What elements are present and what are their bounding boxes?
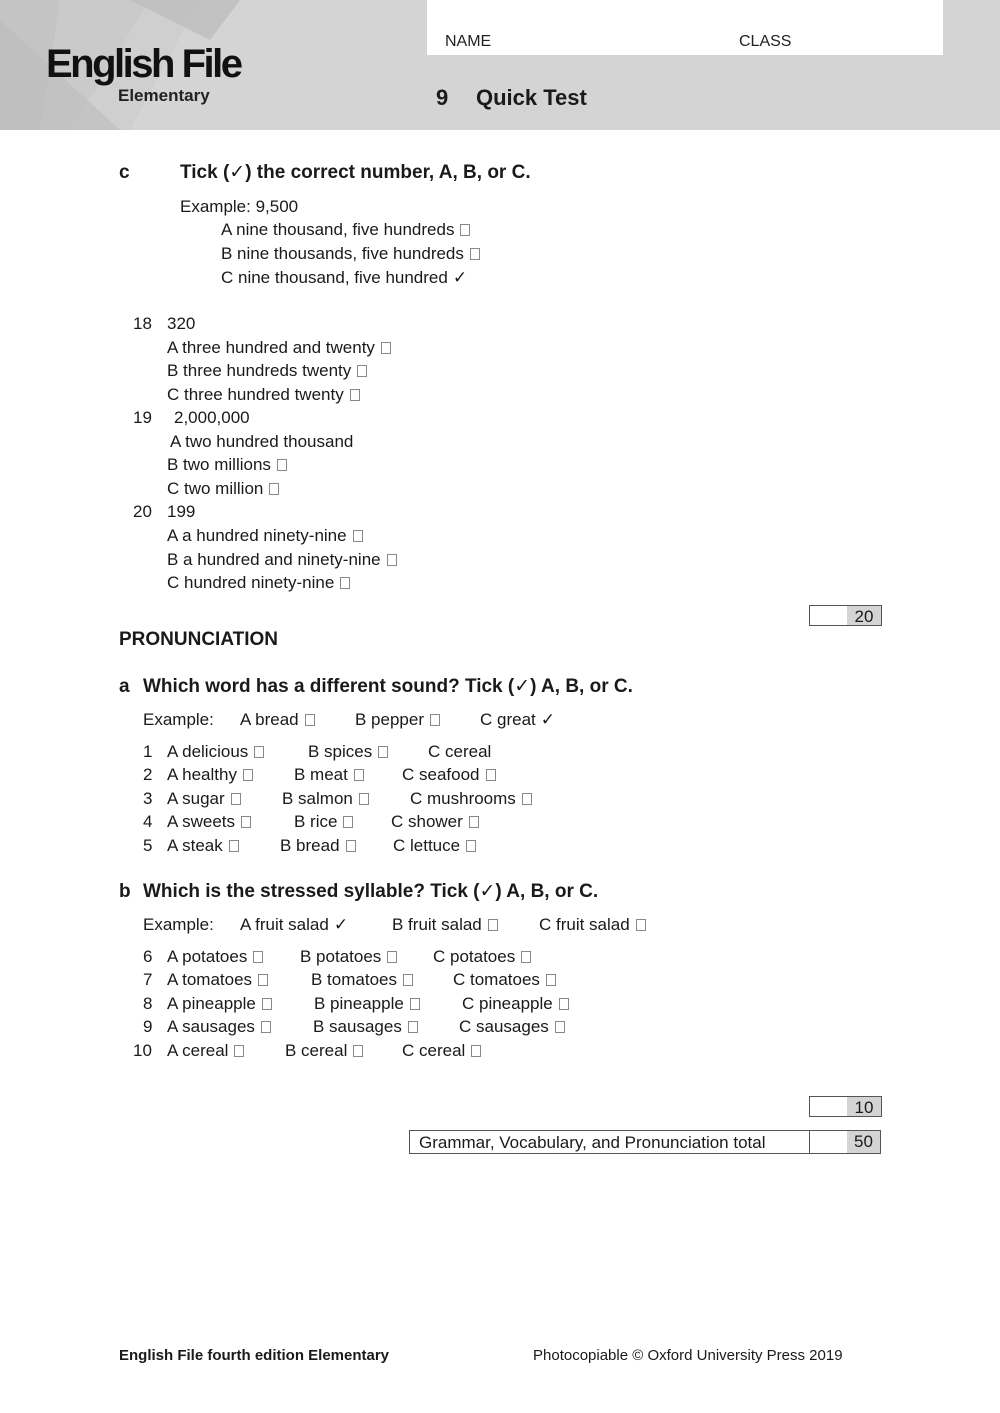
option: B bread xyxy=(280,836,356,856)
option: C tomatoes xyxy=(453,970,556,990)
checkbox-icon[interactable] xyxy=(378,746,388,758)
option: A healthy xyxy=(167,765,253,785)
tick-icon: ✓ xyxy=(333,915,349,934)
example-c: C fruit salad xyxy=(539,915,646,935)
checkbox-icon[interactable] xyxy=(262,998,272,1010)
checkbox-icon[interactable] xyxy=(466,840,476,852)
example-c: C great ✓ xyxy=(480,710,555,729)
item-number: 5 xyxy=(143,836,153,855)
option[interactable]: A two hundred thousand xyxy=(170,432,354,451)
checkbox-icon[interactable] xyxy=(243,769,253,781)
footer-right: Photocopiable © Oxford University Press 2019 xyxy=(533,1347,843,1364)
section-c-letter: c xyxy=(119,162,130,183)
total-score-input[interactable] xyxy=(809,1131,848,1153)
logo-english-file: English File xyxy=(46,42,241,86)
total-score-box xyxy=(409,1130,881,1154)
checkbox-icon[interactable] xyxy=(353,1045,363,1057)
checkbox-icon[interactable] xyxy=(340,577,350,589)
total-label: Grammar, Vocabulary, and Pronunciation total xyxy=(419,1133,766,1152)
option: A sausages xyxy=(167,1017,271,1037)
checkbox-icon[interactable] xyxy=(277,459,287,471)
option: A delicious xyxy=(167,742,264,762)
footer-left: English File fourth edition Elementary xyxy=(119,1347,390,1364)
checkbox-icon[interactable] xyxy=(559,998,569,1010)
option: C lettuce xyxy=(393,836,476,856)
option: A three hundred and twenty xyxy=(167,338,391,358)
example-label: Example: xyxy=(143,915,214,934)
pronunciation-title: PRONUNCIATION xyxy=(119,629,279,650)
option: B pineapple xyxy=(314,994,420,1014)
section-b-instruction: Which is the stressed syllable? Tick (✓) A, B, or C. xyxy=(143,881,599,902)
checkbox-icon[interactable] xyxy=(305,714,315,726)
checkbox-icon[interactable] xyxy=(350,389,360,401)
option: C three hundred twenty xyxy=(167,385,360,405)
checkbox-icon[interactable] xyxy=(408,1021,418,1033)
option: A cereal xyxy=(167,1041,244,1061)
option: C cereal xyxy=(402,1041,481,1061)
question-value: 320 xyxy=(167,314,196,333)
class-label: CLASS xyxy=(739,33,792,50)
question-number: 18 xyxy=(133,314,152,333)
option: B a hundred and ninety-nine xyxy=(167,550,397,570)
option: C seafood xyxy=(402,765,496,785)
checkbox-icon[interactable] xyxy=(254,746,264,758)
checkbox-icon[interactable] xyxy=(521,951,531,963)
option: A steak xyxy=(167,836,239,856)
test-number: 9 xyxy=(436,85,449,110)
option: C shower xyxy=(391,812,479,832)
option: C pineapple xyxy=(462,994,569,1014)
checkbox-icon[interactable] xyxy=(546,974,556,986)
example-b: B pepper xyxy=(355,710,440,730)
total-max: 50 xyxy=(847,1131,880,1153)
checkbox-icon[interactable] xyxy=(522,793,532,805)
option: A sweets xyxy=(167,812,251,832)
option: B potatoes xyxy=(300,947,397,967)
score-max: 20 xyxy=(847,606,881,625)
question-value: 2,000,000 xyxy=(174,408,250,427)
example-option-b: B nine thousands, five hundreds xyxy=(221,244,480,264)
option: C potatoes xyxy=(433,947,531,967)
checkbox-icon[interactable] xyxy=(229,840,239,852)
item-number: 3 xyxy=(143,789,153,808)
option: C hundred ninety-nine xyxy=(167,573,350,593)
section-c-instruction: Tick (✓) the correct number, A, B, or C. xyxy=(180,162,531,183)
option: A a hundred ninety-nine xyxy=(167,526,363,546)
checkbox-icon[interactable] xyxy=(403,974,413,986)
option: B three hundreds twenty xyxy=(167,361,367,381)
section-a-instruction: Which word has a different sound? Tick (✓) A, B, or C. xyxy=(143,676,633,697)
checkbox-icon[interactable] xyxy=(636,919,646,931)
checkbox-icon[interactable] xyxy=(410,998,420,1010)
checkbox-icon[interactable] xyxy=(354,769,364,781)
item-number: 2 xyxy=(143,765,153,784)
option: B meat xyxy=(294,765,364,785)
checkbox-icon[interactable] xyxy=(387,951,397,963)
checkbox-icon[interactable] xyxy=(253,951,263,963)
checkbox-icon[interactable] xyxy=(471,1045,481,1057)
option: B salmon xyxy=(282,789,369,809)
item-number: 1 xyxy=(143,742,153,761)
test-title: Quick Test xyxy=(476,85,587,110)
example-option-a: A nine thousand, five hundreds xyxy=(221,220,470,240)
question-number: 20 xyxy=(133,502,152,521)
option: B cereal xyxy=(285,1041,363,1061)
checkbox-icon[interactable] xyxy=(488,919,498,931)
checkbox-icon[interactable] xyxy=(231,793,241,805)
option: B rice xyxy=(294,812,353,832)
item-number: 10 xyxy=(133,1041,152,1060)
checkbox-icon[interactable] xyxy=(343,816,353,828)
checkbox-icon[interactable] xyxy=(357,365,367,377)
option: C two million xyxy=(167,479,279,499)
checkbox-icon[interactable] xyxy=(460,224,470,236)
option[interactable]: C cereal xyxy=(428,742,492,761)
option: A pineapple xyxy=(167,994,272,1014)
checkbox-icon[interactable] xyxy=(258,974,268,986)
section-a-letter: a xyxy=(119,676,130,697)
option: C mushrooms xyxy=(410,789,532,809)
item-number: 6 xyxy=(143,947,153,966)
checkbox-icon[interactable] xyxy=(346,840,356,852)
logo-subtitle: Elementary xyxy=(118,86,210,105)
section-b-letter: b xyxy=(119,881,131,902)
item-number: 8 xyxy=(143,994,153,1013)
example-label: Example: 9,500 xyxy=(180,197,299,216)
example-label: Example: xyxy=(143,710,214,729)
name-label: NAME xyxy=(445,33,492,50)
option: A sugar xyxy=(167,789,241,809)
example-a: A bread xyxy=(240,710,315,730)
tick-icon: ✓ xyxy=(540,710,555,729)
example-b: B fruit salad xyxy=(392,915,498,935)
item-number: 4 xyxy=(143,812,153,831)
checkbox-icon[interactable] xyxy=(353,530,363,542)
checkbox-icon[interactable] xyxy=(470,248,480,260)
checkbox-icon[interactable] xyxy=(381,342,391,354)
option: B two millions xyxy=(167,455,287,475)
score-input[interactable] xyxy=(810,1097,848,1116)
checkbox-icon[interactable] xyxy=(387,554,397,566)
option: C sausages xyxy=(459,1017,565,1037)
item-number: 7 xyxy=(143,970,153,989)
question-number: 19 xyxy=(133,408,152,427)
checkbox-icon[interactable] xyxy=(555,1021,565,1033)
score-max: 10 xyxy=(847,1097,881,1116)
option: B spices xyxy=(308,742,388,762)
score-box-pronunciation xyxy=(809,1096,882,1117)
checkbox-icon[interactable] xyxy=(359,793,369,805)
example-a: A fruit salad ✓ xyxy=(240,915,349,934)
score-input[interactable] xyxy=(810,606,848,625)
tick-icon: ✓ xyxy=(452,268,468,287)
example-option-c: C nine thousand, five hundred ✓ xyxy=(221,268,468,287)
checkbox-icon[interactable] xyxy=(430,714,440,726)
item-number: 9 xyxy=(143,1017,153,1036)
name-class-box xyxy=(427,0,943,55)
question-value: 199 xyxy=(167,502,196,521)
checkbox-icon[interactable] xyxy=(469,816,479,828)
checkbox-icon[interactable] xyxy=(234,1045,244,1057)
checkbox-icon[interactable] xyxy=(241,816,251,828)
option: A tomatoes xyxy=(167,970,268,990)
checkbox-icon[interactable] xyxy=(261,1021,271,1033)
option: A potatoes xyxy=(167,947,263,967)
checkbox-icon[interactable] xyxy=(486,769,496,781)
option: B sausages xyxy=(313,1017,418,1037)
checkbox-icon[interactable] xyxy=(269,483,279,495)
score-box-section-c xyxy=(809,605,882,626)
option: B tomatoes xyxy=(311,970,413,990)
